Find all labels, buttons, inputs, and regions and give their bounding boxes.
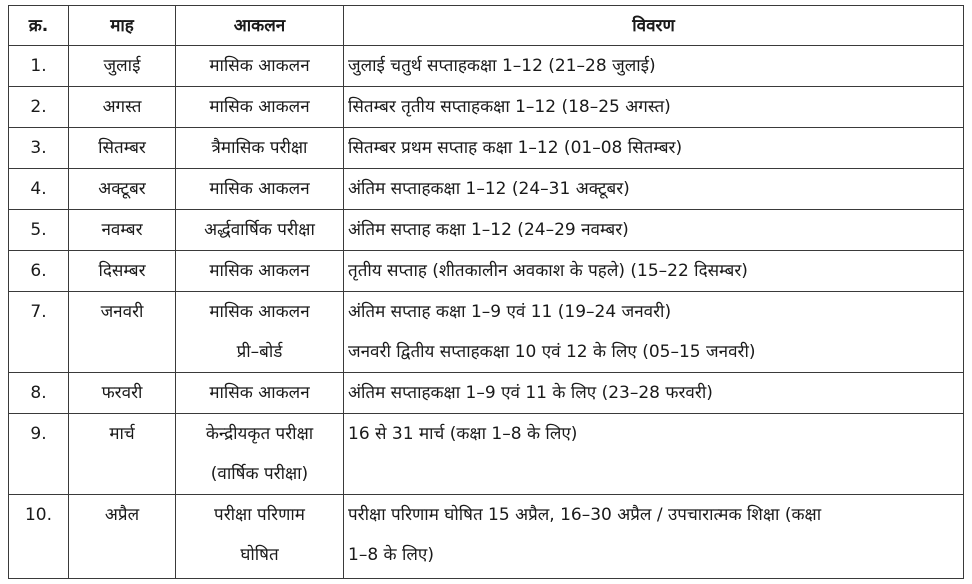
assessment-line: त्रैमासिक परीक्षा <box>211 138 308 158</box>
assessment-cell <box>176 495 344 579</box>
header-month: माह <box>69 6 176 46</box>
description-cell <box>344 169 964 210</box>
table-row <box>9 292 964 373</box>
assessment-cell <box>176 414 344 495</box>
serial-no-cell: 10. <box>9 495 69 579</box>
table-row <box>9 128 964 169</box>
description-cell <box>344 292 964 373</box>
description-line: अंतिम सप्ताह कक्षा 1–9 एवं 11 (19–24 जनवरी) <box>348 302 672 322</box>
description-line: सितम्बर तृतीय सप्ताहकक्षा 1–12 (18–25 अगस्त) <box>348 97 671 117</box>
description-line: 16 से 31 मार्च (कक्षा 1–8 के लिए) <box>348 424 578 444</box>
serial-no-cell: 1. <box>9 46 69 87</box>
description-cell <box>344 46 964 87</box>
table-row <box>9 169 964 210</box>
assessment-cell <box>176 251 344 292</box>
assessment-line: मासिक आकलन <box>209 97 310 117</box>
assessment-line: केन्द्रीयकृत परीक्षा <box>205 424 314 444</box>
description-cell <box>344 373 964 414</box>
table-row <box>9 414 964 495</box>
assessment-schedule-table <box>8 5 964 579</box>
serial-no-cell: 8. <box>9 373 69 414</box>
month-cell: अप्रैल <box>69 495 176 579</box>
assessment-cell <box>176 292 344 373</box>
assessment-line: मासिक आकलन <box>209 302 310 322</box>
month-cell: अक्टूबर <box>69 169 176 210</box>
table-row <box>9 210 964 251</box>
description-line: सितम्बर प्रथम सप्ताह कक्षा 1–12 (01–08 सितम्बर) <box>348 138 683 158</box>
table-row <box>9 495 964 579</box>
serial-no-cell: 5. <box>9 210 69 251</box>
description-line: तृतीय सप्ताह (शीतकालीन अवकाश के पहले) (15–22 दिसम्बर) <box>348 261 748 281</box>
description-line: परीक्षा परिणाम घोषित 15 अप्रैल, 16–30 अप्रैल / उपचारात्मक शिक्षा (कक्षा <box>348 505 822 525</box>
assessment-line: अर्द्धवार्षिक परीक्षा <box>204 220 315 240</box>
assessment-line: मासिक आकलन <box>209 383 310 403</box>
assessment-cell <box>176 373 344 414</box>
assessment-cell <box>176 87 344 128</box>
serial-no-cell: 9. <box>9 414 69 495</box>
assessment-line: परीक्षा परिणाम <box>214 505 305 525</box>
table-row <box>9 251 964 292</box>
description-line: जुलाई चतुर्थ सप्ताहकक्षा 1–12 (21–28 जुलाई) <box>348 56 656 76</box>
table-row <box>9 87 964 128</box>
assessment-line: घोषित <box>240 545 279 565</box>
description-line: 1–8 के लिए) <box>348 545 434 565</box>
serial-no-cell: 4. <box>9 169 69 210</box>
table-header-row <box>9 6 964 46</box>
description-cell <box>344 87 964 128</box>
description-line: अंतिम सप्ताहकक्षा 1–12 (24–31 अक्टूबर) <box>348 179 630 199</box>
assessment-line: (वार्षिक परीक्षा) <box>210 464 309 484</box>
header-serial-no: क्र. <box>9 6 69 46</box>
header-description: विवरण <box>344 6 964 46</box>
assessment-cell <box>176 46 344 87</box>
serial-no-cell: 7. <box>9 292 69 373</box>
description-cell <box>344 210 964 251</box>
table-row <box>9 46 964 87</box>
serial-no-cell: 6. <box>9 251 69 292</box>
assessment-line: मासिक आकलन <box>209 179 310 199</box>
assessment-cell <box>176 169 344 210</box>
serial-no-cell: 2. <box>9 87 69 128</box>
month-cell: सितम्बर <box>69 128 176 169</box>
assessment-line: प्री–बोर्ड <box>236 342 283 362</box>
assessment-cell <box>176 210 344 251</box>
month-cell: जनवरी <box>69 292 176 373</box>
description-cell <box>344 495 964 579</box>
description-line: जनवरी द्वितीय सप्ताहकक्षा 10 एवं 12 के लिए (05–15 जनवरी) <box>348 342 756 362</box>
table-row <box>9 373 964 414</box>
month-cell: मार्च <box>69 414 176 495</box>
month-cell: जुलाई <box>69 46 176 87</box>
description-line: अंतिम सप्ताहकक्षा 1–9 एवं 11 के लिए (23–28 फरवरी) <box>348 383 713 403</box>
serial-no-cell: 3. <box>9 128 69 169</box>
month-cell: फरवरी <box>69 373 176 414</box>
assessment-cell <box>176 128 344 169</box>
assessment-line: मासिक आकलन <box>209 261 310 281</box>
description-cell <box>344 128 964 169</box>
month-cell: अगस्त <box>69 87 176 128</box>
header-assessment: आकलन <box>176 6 344 46</box>
assessment-line: मासिक आकलन <box>209 56 310 76</box>
month-cell: नवम्बर <box>69 210 176 251</box>
description-cell <box>344 414 964 495</box>
month-cell: दिसम्बर <box>69 251 176 292</box>
description-line: अंतिम सप्ताह कक्षा 1–12 (24–29 नवम्बर) <box>348 220 629 240</box>
description-cell <box>344 251 964 292</box>
